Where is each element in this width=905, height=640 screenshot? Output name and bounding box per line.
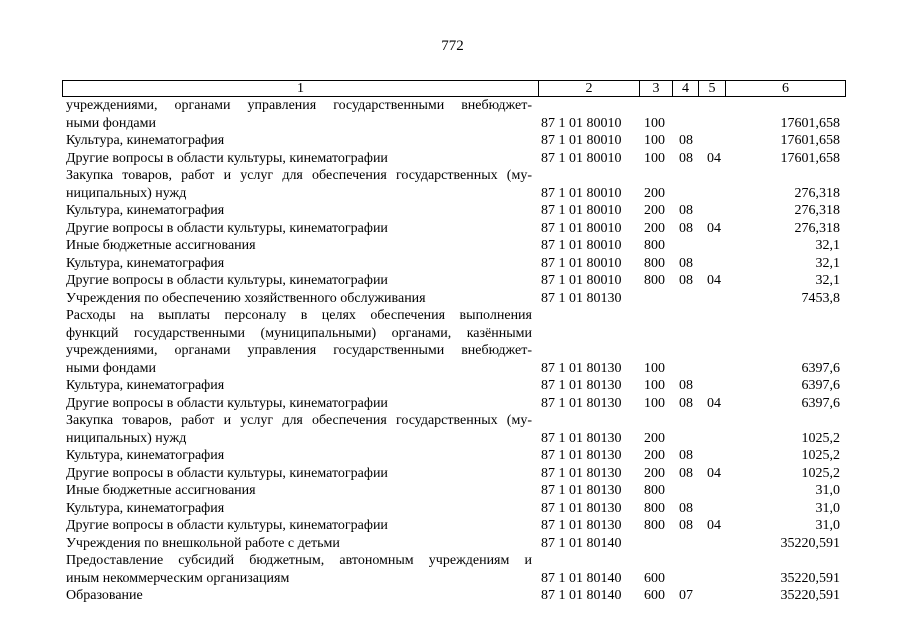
row-code: 87 1 01 80140 bbox=[541, 588, 622, 603]
row-value: 6397,6 bbox=[801, 378, 840, 393]
table-row bbox=[66, 377, 846, 395]
row-code: 87 1 01 80130 bbox=[541, 465, 622, 481]
row-col-5: 04 bbox=[707, 395, 721, 411]
row-col-4: 08 bbox=[679, 448, 693, 463]
description-line: Другие вопросы в области культуры, кинематографии bbox=[66, 273, 388, 288]
row-description bbox=[66, 150, 532, 168]
row-col-4: 08 bbox=[679, 150, 693, 166]
table-row bbox=[66, 482, 846, 500]
row-value: 6397,6 bbox=[801, 395, 840, 411]
row-code: 87 1 01 80130 bbox=[541, 518, 622, 533]
table-row bbox=[66, 395, 846, 413]
description-line: Другие вопросы в области культуры, кинематографии bbox=[66, 518, 388, 533]
header-col-5: 5 bbox=[699, 81, 726, 96]
row-col-4: 08 bbox=[679, 203, 693, 218]
row-code: 87 1 01 80010 bbox=[541, 273, 622, 288]
row-code: 87 1 01 80130 bbox=[541, 360, 622, 376]
row-description bbox=[66, 97, 532, 132]
description-line: ниципальных) нужд bbox=[66, 185, 187, 201]
row-col-3: 100 bbox=[644, 378, 665, 393]
row-value: 7453,8 bbox=[801, 290, 840, 306]
row-value: 31,0 bbox=[815, 518, 840, 533]
row-description bbox=[66, 517, 532, 535]
row-code: 87 1 01 80140 bbox=[541, 570, 622, 586]
header-col-2: 2 bbox=[539, 81, 640, 96]
row-col-4: 08 bbox=[679, 395, 693, 411]
row-col-4: 08 bbox=[679, 273, 693, 288]
row-description bbox=[66, 447, 532, 465]
description-line: Культура, кинематография bbox=[66, 500, 225, 516]
row-col-4: 08 bbox=[679, 500, 693, 516]
row-code: 87 1 01 80140 bbox=[541, 535, 622, 551]
row-value: 17601,658 bbox=[780, 150, 840, 166]
row-col-3: 800 bbox=[644, 500, 665, 516]
row-col-4: 08 bbox=[679, 255, 693, 271]
row-col-3: 100 bbox=[644, 360, 665, 376]
row-description bbox=[66, 167, 532, 202]
row-code: 87 1 01 80130 bbox=[541, 290, 622, 306]
table-header bbox=[62, 80, 846, 97]
row-col-3: 200 bbox=[644, 220, 665, 236]
description-line: Культура, кинематография bbox=[66, 203, 225, 218]
row-code: 87 1 01 80010 bbox=[541, 133, 622, 148]
row-description bbox=[66, 255, 532, 273]
description-line: Закупка товаров, работ и услуг для обеспечения государственных (му- bbox=[66, 168, 532, 183]
row-col-5: 04 bbox=[707, 465, 721, 481]
row-code: 87 1 01 80130 bbox=[541, 430, 622, 446]
table-row bbox=[66, 535, 846, 553]
row-description bbox=[66, 220, 532, 238]
table-row bbox=[66, 290, 846, 308]
row-description bbox=[66, 535, 532, 553]
table-row bbox=[66, 517, 846, 535]
description-line: ниципальных) нужд bbox=[66, 430, 187, 446]
description-line: Культура, кинематография bbox=[66, 133, 225, 148]
table-body bbox=[66, 97, 846, 605]
row-value: 31,0 bbox=[815, 483, 840, 498]
description-line: Другие вопросы в области культуры, кинематографии bbox=[66, 465, 388, 481]
row-value: 1025,2 bbox=[801, 465, 840, 481]
row-code: 87 1 01 80130 bbox=[541, 483, 622, 498]
table-row bbox=[66, 587, 846, 605]
row-col-3: 200 bbox=[644, 448, 665, 463]
description-line: функций государственными (муниципальными) органами, казёнными bbox=[66, 325, 532, 341]
header-col-4: 4 bbox=[673, 81, 699, 96]
row-description bbox=[66, 202, 532, 220]
row-description bbox=[66, 552, 532, 587]
row-col-3: 600 bbox=[644, 570, 665, 586]
table-row bbox=[66, 272, 846, 290]
row-value: 32,1 bbox=[815, 255, 840, 271]
table-row bbox=[66, 307, 846, 377]
table-row bbox=[66, 167, 846, 202]
header-col-1: 1 bbox=[63, 81, 539, 96]
table-row bbox=[66, 465, 846, 483]
row-value: 276,318 bbox=[794, 203, 840, 218]
description-line: Предоставление субсидий бюджетным, автономным учреждениям и bbox=[66, 553, 532, 568]
description-line: Культура, кинематография bbox=[66, 378, 225, 393]
description-line: учреждениями, органами управления государственными внебюджет- bbox=[66, 98, 532, 113]
row-col-5: 04 bbox=[707, 518, 721, 533]
description-line: Культура, кинематография bbox=[66, 255, 225, 271]
row-code: 87 1 01 80130 bbox=[541, 448, 622, 463]
row-code: 87 1 01 80130 bbox=[541, 378, 622, 393]
description-line: Другие вопросы в области культуры, кинематографии bbox=[66, 150, 388, 166]
table-row bbox=[66, 447, 846, 465]
row-value: 35220,591 bbox=[780, 588, 840, 603]
description-line: Расходы на выплаты персоналу в целях обеспечения выполнения bbox=[66, 308, 532, 323]
table-row bbox=[66, 97, 846, 132]
row-value: 35220,591 bbox=[780, 535, 840, 551]
row-col-4: 08 bbox=[679, 378, 693, 393]
row-col-5: 04 bbox=[707, 220, 721, 236]
table-row bbox=[66, 132, 846, 150]
row-col-3: 200 bbox=[644, 203, 665, 218]
row-col-4: 07 bbox=[679, 588, 693, 603]
row-col-3: 100 bbox=[644, 395, 665, 411]
row-col-3: 800 bbox=[644, 518, 665, 533]
table-row bbox=[66, 500, 846, 518]
row-code: 87 1 01 80010 bbox=[541, 150, 622, 166]
row-col-3: 200 bbox=[644, 465, 665, 481]
description-line: Иные бюджетные ассигнования bbox=[66, 238, 256, 253]
table-row bbox=[66, 237, 846, 255]
description-line: Учреждения по внешкольной работе с детьми bbox=[66, 535, 340, 551]
row-col-4: 08 bbox=[679, 465, 693, 481]
row-col-3: 800 bbox=[644, 483, 665, 498]
row-value: 276,318 bbox=[794, 185, 840, 201]
table-row bbox=[66, 202, 846, 220]
header-col-3: 3 bbox=[640, 81, 673, 96]
row-col-3: 100 bbox=[644, 115, 665, 131]
description-line: учреждениями, органами управления государственными внебюджет- bbox=[66, 343, 532, 358]
table-row bbox=[66, 150, 846, 168]
row-description bbox=[66, 290, 532, 308]
row-description bbox=[66, 377, 532, 395]
row-col-3: 100 bbox=[644, 150, 665, 166]
description-line: Закупка товаров, работ и услуг для обеспечения государственных (му- bbox=[66, 413, 532, 428]
row-description bbox=[66, 132, 532, 150]
row-description bbox=[66, 500, 532, 518]
row-description bbox=[66, 465, 532, 483]
row-col-3: 200 bbox=[644, 185, 665, 201]
row-value: 35220,591 bbox=[780, 570, 840, 586]
description-line: Образование bbox=[66, 588, 143, 603]
row-code: 87 1 01 80010 bbox=[541, 185, 622, 201]
row-description bbox=[66, 395, 532, 413]
row-value: 276,318 bbox=[794, 220, 840, 236]
row-value: 6397,6 bbox=[801, 360, 840, 376]
row-description bbox=[66, 237, 532, 255]
row-value: 1025,2 bbox=[801, 448, 840, 463]
description-line: ными фондами bbox=[66, 360, 157, 376]
row-code: 87 1 01 80010 bbox=[541, 115, 622, 131]
row-code: 87 1 01 80010 bbox=[541, 203, 622, 218]
row-col-4: 08 bbox=[679, 133, 693, 148]
row-description bbox=[66, 482, 532, 500]
table-row bbox=[66, 552, 846, 587]
description-line: Иные бюджетные ассигнования bbox=[66, 483, 256, 498]
row-value: 32,1 bbox=[815, 273, 840, 288]
row-description bbox=[66, 587, 532, 605]
description-line: ными фондами bbox=[66, 115, 157, 131]
description-line: Культура, кинематография bbox=[66, 448, 225, 463]
description-line: иным некоммерческим организациям bbox=[66, 570, 290, 586]
row-col-5: 04 bbox=[707, 273, 721, 288]
row-value: 32,1 bbox=[815, 238, 840, 253]
row-col-5: 04 bbox=[707, 150, 721, 166]
description-line: Другие вопросы в области культуры, кинематографии bbox=[66, 220, 388, 236]
row-description bbox=[66, 412, 532, 447]
row-col-3: 800 bbox=[644, 273, 665, 288]
row-col-3: 100 bbox=[644, 133, 665, 148]
row-code: 87 1 01 80010 bbox=[541, 220, 622, 236]
row-code: 87 1 01 80010 bbox=[541, 238, 622, 253]
row-code: 87 1 01 80130 bbox=[541, 395, 622, 411]
header-col-6: 6 bbox=[782, 81, 789, 96]
row-value: 17601,658 bbox=[780, 115, 840, 131]
table-row bbox=[66, 412, 846, 447]
description-line: Учреждения по обеспечению хозяйственного обслуживания bbox=[66, 290, 426, 306]
row-code: 87 1 01 80010 bbox=[541, 255, 622, 271]
page-number: 772 bbox=[441, 38, 464, 54]
row-value: 1025,2 bbox=[801, 430, 840, 446]
row-col-3: 800 bbox=[644, 238, 665, 253]
row-description bbox=[66, 307, 532, 377]
description-line: Другие вопросы в области культуры, кинематографии bbox=[66, 395, 388, 411]
row-value: 17601,658 bbox=[780, 133, 840, 148]
row-code: 87 1 01 80130 bbox=[541, 500, 622, 516]
row-col-4: 08 bbox=[679, 518, 693, 533]
table-row bbox=[66, 220, 846, 238]
row-col-3: 800 bbox=[644, 255, 665, 271]
row-col-3: 600 bbox=[644, 588, 665, 603]
row-value: 31,0 bbox=[815, 500, 840, 516]
table-row bbox=[66, 255, 846, 273]
row-col-3: 200 bbox=[644, 430, 665, 446]
row-description bbox=[66, 272, 532, 290]
row-col-4: 08 bbox=[679, 220, 693, 236]
